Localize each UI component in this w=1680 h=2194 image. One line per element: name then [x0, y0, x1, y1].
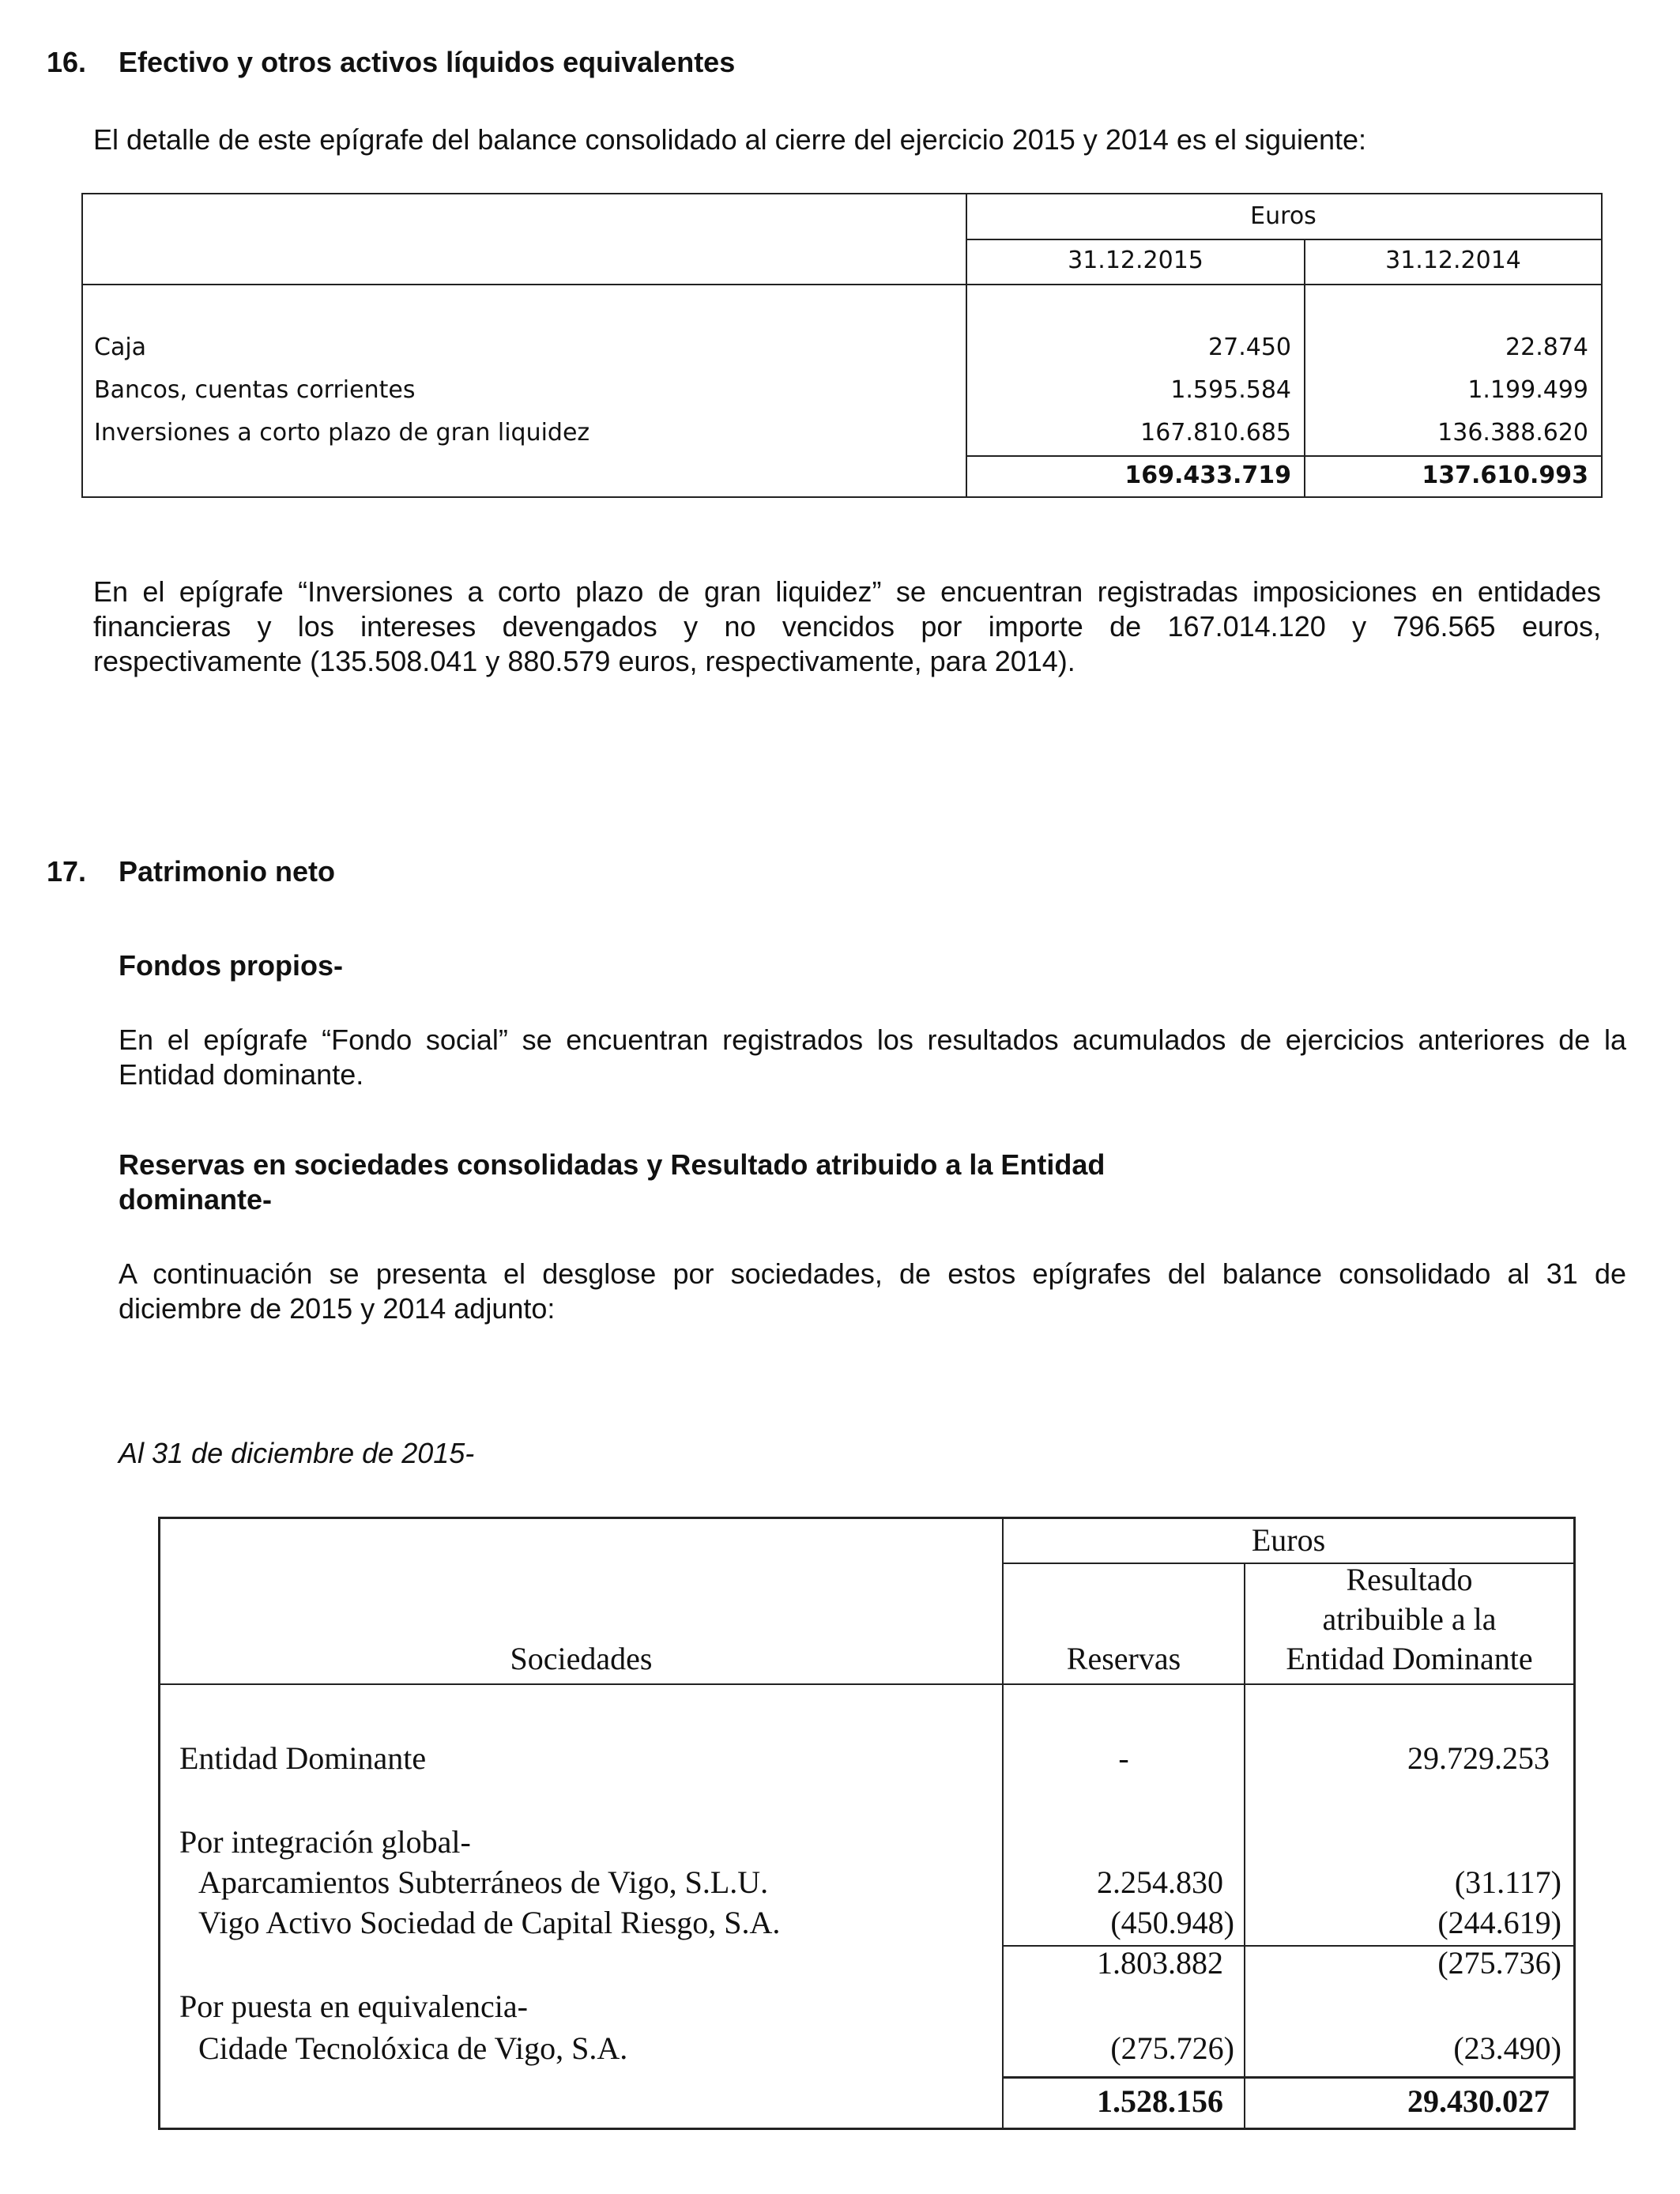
paragraph-line: diciembre de 2015 y 2014 adjunto:	[119, 1292, 556, 1325]
desglose-text	[119, 1257, 1626, 1326]
date-label: Al 31 de diciembre de 2015-	[119, 1437, 475, 1469]
column-header-2014: 31.12.2014	[1385, 247, 1521, 274]
total-rule	[1002, 2076, 1573, 2079]
table-unit-header: Euros	[1251, 1522, 1326, 1558]
reservas-value: (450.948)	[1110, 1905, 1234, 1940]
fondos-propios-text	[119, 1023, 1626, 1092]
group-header-equivalencia: Por puesta en equivalencia-	[179, 1989, 528, 2024]
header-rule	[966, 239, 1601, 240]
value-2014: 136.388.620	[1437, 419, 1588, 447]
paragraph-line: A continuación se presenta el desglose por sociedades, de estos epígrafes del balance consolidado al 31 de	[119, 1257, 1626, 1290]
total-rule	[966, 455, 1601, 457]
value-2015: 167.810.685	[1140, 419, 1291, 447]
value-2014: 1.199.499	[1467, 376, 1588, 404]
row-label: Caja	[94, 334, 147, 361]
note-line: En el epígrafe “Inversiones a corto plazo de gran liquidez” se encuentran registradas imposiciones en entidades	[93, 575, 1601, 608]
heading-line: dominante-	[119, 1183, 272, 1216]
note-line: financieras y los intereses devengados y no vencidos por importe de 167.014.120 y 796.565 euros,	[93, 610, 1601, 643]
column-header-resultado	[1245, 1560, 1573, 1679]
resultado-total: 29.430.027	[1407, 2083, 1550, 2119]
resultado-value: (31.117)	[1454, 1864, 1561, 1900]
value-2014: 22.874	[1505, 334, 1588, 361]
reservas-total: 1.528.156	[1097, 2083, 1223, 2119]
row-label: Inversiones a corto plazo de gran liquidez	[94, 419, 590, 447]
col-divider	[1304, 239, 1305, 496]
paragraph-line: En el epígrafe “Fondo social” se encuentran registrados los resultados acumulados de ejercicios anteriores de la	[119, 1023, 1626, 1056]
header-line: atribuible a la	[1322, 1601, 1497, 1637]
paragraph-line: Entidad dominante.	[119, 1058, 364, 1091]
resultado-value: (244.619)	[1437, 1905, 1561, 1940]
row-label: Cidade Tecnolóxica de Vigo, S.A.	[198, 2030, 628, 2066]
value-2015: 27.450	[1208, 334, 1291, 361]
fondos-propios-heading: Fondos propios-	[119, 949, 343, 982]
header-bottom-rule	[83, 284, 1601, 285]
value-2015: 1.595.584	[1170, 376, 1291, 404]
resultado-value: 29.729.253	[1407, 1740, 1550, 1776]
reservas-value: 2.254.830	[1097, 1864, 1223, 1900]
row-label: Aparcamientos Subterráneos de Vigo, S.L.U.	[198, 1864, 769, 1900]
column-header-sociedades: Sociedades	[510, 1641, 653, 1676]
section-16-intro: El detalle de este epígrafe del balance consolidado al cierre del ejercicio 2015 y 2014 es el siguiente:	[93, 123, 1367, 156]
column-header-2015: 31.12.2015	[1068, 247, 1203, 274]
section-17-title: Patrimonio neto	[119, 855, 336, 888]
reservas-heading	[119, 1148, 1105, 1217]
row-label: Entidad Dominante	[179, 1740, 427, 1776]
group-header-global: Por integración global-	[179, 1824, 471, 1860]
resultado-value: (23.490)	[1453, 2030, 1561, 2066]
table-unit-header: Euros	[1250, 202, 1317, 230]
resultado-subtotal: (275.736)	[1437, 1945, 1561, 1981]
header-line: Entidad Dominante	[1286, 1641, 1533, 1676]
section-16-number: 16.	[47, 46, 87, 78]
cash-table	[81, 193, 1603, 498]
heading-line: Reservas en sociedades consolidadas y Resultado atribuido a la Entidad	[119, 1148, 1106, 1181]
section-16-title: Efectivo y otros activos líquidos equivalentes	[119, 46, 736, 78]
header-line: Resultado	[1346, 1562, 1473, 1597]
section-16-note	[93, 575, 1601, 679]
header-bottom-rule	[160, 1683, 1573, 1685]
reservas-value: (275.726)	[1110, 2030, 1234, 2066]
reservas-value: -	[1118, 1740, 1129, 1776]
total-2014: 137.610.993	[1422, 462, 1588, 489]
row-label: Vigo Activo Sociedad de Capital Riesgo, S.A.	[198, 1905, 781, 1940]
reservas-table	[158, 1517, 1576, 2130]
section-17-number: 17.	[47, 855, 87, 888]
column-header-reservas: Reservas	[1066, 1641, 1181, 1676]
row-label: Bancos, cuentas corrientes	[94, 376, 416, 404]
total-2015: 169.433.719	[1124, 462, 1291, 489]
reservas-subtotal: 1.803.882	[1097, 1945, 1223, 1981]
note-line: respectivamente (135.508.041 y 880.579 euros, respectivamente, para 2014).	[93, 645, 1075, 677]
